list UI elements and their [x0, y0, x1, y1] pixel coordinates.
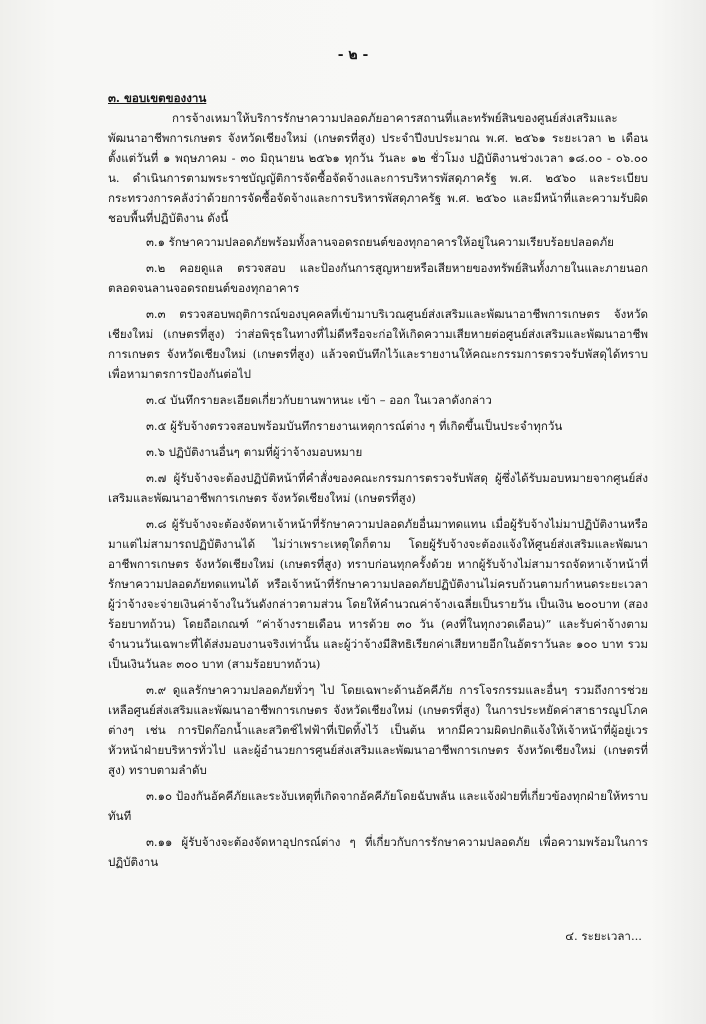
scope-item-3-10: ๓.๑๐ ป้องกันอัคคีภัยและระงับเหตุที่เกิดจากอัคคีภัยโดยฉับพลัน และแจ้งฝ่ายที่เกี่ยวข้องทุกฝ่ายให้ทราบทันที	[108, 789, 648, 823]
continuation-note: ๔. ระยะเวลา...	[565, 929, 642, 943]
page-number: - ๒ -	[337, 47, 369, 63]
scope-item-3-1: ๓.๑ รักษาความปลอดภัยพร้อมทั้งลานจอดรถยนต์ของทุกอาคารให้อยู่ในความเรียบร้อยปลอดภัย	[146, 235, 614, 249]
scope-item-3-4: ๓.๔ บันทึกรายละเอียดเกี่ยวกับยานพาหนะ เข้า – ออก ในเวลาดังกล่าว	[146, 393, 492, 407]
scope-item-3-11: ๓.๑๑ ผู้รับจ้างจะต้องจัดหาอุปกรณ์ต่าง ๆ ที่เกี่ยวกับการรักษาความปลอดภัย เพื่อความพร้อมในการปฏิบัติงาน	[108, 835, 648, 869]
scope-item-3-5: ๓.๕ ผู้รับจ้างตรวจสอบพร้อมบันทึกรายงานเหตุการณ์ต่าง ๆ ที่เกิดขึ้นเป็นประจำทุกวัน	[146, 419, 563, 433]
scope-of-work-section	[108, 88, 648, 878]
scope-item-3-9: ๓.๙ ดูแลรักษาความปลอดภัยทั่วๆ ไป โดยเฉพาะด้านอัคคีภัย การโจรกรรมและอื่นๆ รวมถึงการช่วยเหลือศูนย์ส่งเสริมและพัฒนาอาชีพการเกษตร จังหวัดเชียงใหม่ (เกษตรที่สูง) ในการประหยัดค่าสาธารณูปโภคต่างๆ เช่น การปิดก๊อกน้ำและสวิตช์ไฟฟ้าที่เปิดทิ้งไว้ เป็นต้น หากมีความผิดปกติแจ้งให้เจ้าหน้าที่ผู้อยู่เวร หัวหน้าฝ่ายบริหารทั่วไป และผู้อำนวยการศูนย์ส่งเสริมและพัฒนาอาชีพการเกษตร จังหวัดเชียงใหม่ (เกษตรที่สูง) ทราบตามลำดับ	[108, 683, 648, 777]
scope-item-3-2: ๓.๒ คอยดูแล ตรวจสอบ และป้องกันการสูญหายหรือเสียหายของทรัพย์สินทั้งภายในและภายนอก ตลอดจนลานจอดรถยนต์ของทุกอาคาร	[108, 261, 648, 295]
scope-item-3-3: ๓.๓ ตรวจสอบพฤติการณ์ของบุคคลที่เข้ามาบริเวณศูนย์ส่งเสริมและพัฒนาอาชีพการเกษตร จังหวัดเชียงใหม่ (เกษตรที่สูง) ว่าส่อพิรุธในทางที่ไม่ดีหรือจะก่อให้เกิดความเสียหายต่อศูนย์ส่งเสริมและพัฒนาอาชีพการเกษตร จังหวัดเชียงใหม่ (เกษตรที่สูง) แล้วจดบันทึกไว้และรายงานให้คณะกรรมการตรวจรับพัสดุได้ทราบเพื่อหามาตรการป้องกันต่อไป	[108, 307, 648, 381]
scope-item-3-8: ๓.๘ ผู้รับจ้างจะต้องจัดหาเจ้าหน้าที่รักษาความปลอดภัยอื่นมาทดแทน เมื่อผู้รับจ้างไม่มาปฏิบัติงานหรือมาแต่ไม่สามารถปฏิบัติงานได้ ไม่ว่าเพราะเหตุใดก็ตาม โดยผู้รับจ้างจะต้องแจ้งให้ศูนย์ส่งเสริมและพัฒนาอาชีพการเกษตร จังหวัดเชียงใหม่ (เกษตรที่สูง) ทราบก่อนทุกครั้งด้วย หากผู้รับจ้างไม่สามารถจัดหาเจ้าหน้าที่รักษาความปลอดภัยทดแทนได้ หรือเจ้าหน้าที่รักษาความปลอดภัยปฏิบัติงานไม่ครบถ้วนตามกำหนดระยะเวลาผู้ว่าจ้างจะจ่ายเงินค่าจ้างในวันดังกล่าวตามส่วน โดยให้คำนวณค่าจ้างเฉลี่ยเป็นรายวัน เป็นเงิน ๒๐๐บาท (สองร้อยบาทถ้วน) โดยถือเกณฑ์ “ค่าจ้างรายเดือน หารด้วย ๓๐ วัน (คงที่ในทุกงวดเดือน)” และรับค่าจ้างตามจำนวนวันเฉพาะที่ได้ส่งมอบงานจริงเท่านั้น และผู้ว่าจ้างมีสิทธิเรียกค่าเสียหายอีกในอัตราวันละ ๑๐๐ บาท รวมเป็นเงินวันละ ๓๐๐ บาท (สามร้อยบาทถ้วน)	[108, 517, 648, 671]
scope-item-3-6: ๓.๖ ปฏิบัติงานอื่นๆ ตามที่ผู้ว่าจ้างมอบหมาย	[146, 445, 363, 459]
section-heading: ๓. ขอบเขตของงาน	[108, 91, 207, 105]
section-intro: การจ้างเหมาให้บริการรักษาความปลอดภัยอาคารสถานที่และทรัพย์สินของศูนย์ส่งเสริมและพัฒนาอาชีพการเกษตร จังหวัดเชียงใหม่ (เกษตรที่สูง) ประจำปีงบประมาณ พ.ศ. ๒๕๖๑ ระยะเวลา ๒ เดือน ตั้งแต่วันที่ ๑ พฤษภาคม - ๓๐ มิถุนายน ๒๕๖๑ ทุกวัน วันละ ๑๒ ชั่วโมง ปฏิบัติงานช่วงเวลา ๑๘.๐๐ - ๐๖.๐๐ น. ดำเนินการตามพระราชบัญญัติการจัดซื้อจัดจ้างและการบริหารพัสดุภาครัฐ พ.ศ. ๒๕๖๐ และระเบียบกระทรวงการคลังว่าด้วยการจัดซื้อจัดจ้างและการบริหารพัสดุภาครัฐ พ.ศ. ๒๕๖๐ และมีหน้าที่และความรับผิดชอบพื้นที่ปฏิบัติงาน ดังนี้	[108, 111, 648, 225]
scope-item-3-7: ๓.๗ ผู้รับจ้างจะต้องปฏิบัติหน้าที่คำสั่งของคณะกรรมการตรวจรับพัสดุ ผู้ซึ่งได้รับมอบหมายจากศูนย์ส่งเสริมและพัฒนาอาชีพการเกษตร จังหวัดเชียงใหม่ (เกษตรที่สูง)	[108, 471, 648, 505]
